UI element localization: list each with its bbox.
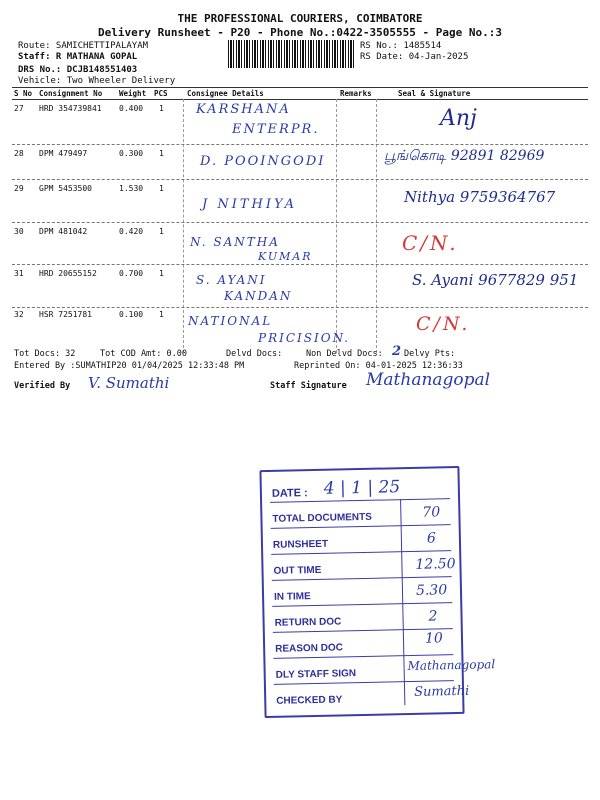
row-signature: Nithya 9759364767 <box>404 188 556 206</box>
verified-by-label: Verified By <box>14 381 71 391</box>
row-weight: 0.100 <box>119 310 144 319</box>
row-consignee: NATIONAL <box>188 314 273 328</box>
stamp-checked-by-label: CHECKED BY <box>276 694 343 707</box>
row-consignment: HRD 354739841 <box>39 104 102 113</box>
row-pcs: 1 <box>159 310 164 319</box>
row-consignment: HSR 7251781 <box>39 310 92 319</box>
row-divider <box>12 307 588 308</box>
col-divider <box>336 99 337 353</box>
rs-date: RS Date: 04-Jan-2025 <box>360 52 469 62</box>
row-pcs: 1 <box>159 149 164 158</box>
stamp-reason-doc-label: REASON DOC <box>275 642 344 655</box>
row-divider <box>12 179 588 180</box>
barcode-image <box>228 40 354 68</box>
stamp-rule <box>272 576 452 581</box>
stamp-rule <box>271 550 451 555</box>
row-consignee: N. SANTHA <box>190 235 280 249</box>
non-delivered-count: 2 <box>392 344 402 359</box>
col-divider <box>183 99 184 353</box>
row-divider <box>12 264 588 265</box>
table-top-rule <box>12 87 588 88</box>
row-consignment: DPM 481042 <box>39 227 88 236</box>
col-seal-signature: Seal & Signature <box>398 89 471 98</box>
row-signature: C/N. <box>402 231 459 255</box>
row-consignee: J NITHIYA <box>202 197 297 212</box>
verified-by-signature: V. Sumathi <box>88 374 170 392</box>
total-docs: Tot Docs: 32 <box>14 349 76 359</box>
row-consignment: GPM 5453500 <box>39 184 92 193</box>
delivery-points: Delvy Pts: <box>404 349 456 359</box>
row-weight: 0.400 <box>119 104 144 113</box>
entered-by: Entered By :SUMATHIP20 01/04/2025 12:33:48 PM <box>14 361 245 371</box>
delivery-stamp <box>259 466 496 718</box>
route-label: Route: SAMICHETTIPALAYAM <box>18 41 149 51</box>
stamp-return-doc-value: 2 <box>428 608 438 625</box>
row-signature: பூங்கொடி 92891 82969 <box>384 148 545 164</box>
stamp-dly-staff-sign-value: Mathanagopal <box>407 657 496 674</box>
row-consignee: ENTERPR. <box>232 122 320 137</box>
col-pcs: PCS <box>154 89 168 98</box>
staff-signature-label: Staff Signature <box>270 381 347 391</box>
row-sno: 32 <box>14 310 24 319</box>
total-cod: Tot COD Amt: 0.00 <box>100 349 187 359</box>
row-weight: 1.530 <box>119 184 144 193</box>
stamp-checked-by-value: Sumathi <box>413 683 470 700</box>
row-consignee: KUMAR <box>258 250 313 263</box>
stamp-out-time-value: 12.50 <box>415 556 456 573</box>
stamp-total-documents-value: 70 <box>422 504 441 521</box>
stamp-out-time-label: OUT TIME <box>273 564 322 577</box>
col-consignment: Consignment No <box>39 89 103 98</box>
delivered-docs: Delvd Docs: <box>226 349 283 359</box>
stamp-date-label: DATE : <box>271 487 308 500</box>
stamp-reason-doc-value: 10 <box>424 630 443 647</box>
row-weight: 0.700 <box>119 269 144 278</box>
row-sno: 27 <box>14 104 24 113</box>
stamp-return-doc-label: RETURN DOC <box>274 616 342 629</box>
row-consignee: PRICISION. <box>258 331 351 345</box>
row-sno: 28 <box>14 149 24 158</box>
row-signature: Anj <box>440 106 477 131</box>
row-divider <box>12 144 588 145</box>
row-consignee: KARSHANA <box>196 102 291 117</box>
rs-number: RS No.: 1485514 <box>360 41 442 51</box>
non-delivered-docs: Non Delvd Docs: <box>306 349 383 359</box>
company-title: THE PROFESSIONAL COURIERS, COIMBATORE <box>177 12 423 25</box>
col-remarks: Remarks <box>340 89 372 98</box>
col-weight: Weight <box>119 89 147 98</box>
row-pcs: 1 <box>159 104 164 113</box>
row-signature: C/N. <box>416 313 471 335</box>
row-pcs: 1 <box>159 184 164 193</box>
stamp-total-documents-label: TOTAL DOCUMENTS <box>272 511 373 525</box>
row-consignment: HRD 20655152 <box>39 269 97 278</box>
row-divider <box>12 222 588 223</box>
row-sno: 29 <box>14 184 24 193</box>
row-consignment: DPM 479497 <box>39 149 88 158</box>
row-weight: 0.420 <box>119 227 144 236</box>
stamp-in-time-label: IN TIME <box>273 591 311 603</box>
row-signature: S. Ayani 9677829 951 <box>412 271 579 289</box>
col-divider <box>376 99 377 353</box>
stamp-dly-staff-sign-label: DLY STAFF SIGN <box>275 668 357 681</box>
stamp-rule <box>271 524 451 529</box>
stamp-in-time-value: 5.30 <box>415 582 448 599</box>
staff-signature: Mathanagopal <box>366 370 491 390</box>
stamp-runsheet-value: 6 <box>426 530 436 547</box>
row-consignee: D. POOINGODI <box>200 154 326 169</box>
staff-label: Staff: R MATHANA GOPAL <box>18 52 138 62</box>
drs-number: DRS No.: DCJB148551403 <box>18 65 138 75</box>
table-header-rule <box>12 99 588 100</box>
stamp-date-value: 4 | 1 | 25 <box>323 477 401 499</box>
row-weight: 0.300 <box>119 149 144 158</box>
reprinted-on: Reprinted On: 04-01-2025 12:36:33 <box>294 361 463 371</box>
vehicle-label: Vehicle: Two Wheeler Delivery <box>18 76 176 86</box>
row-pcs: 1 <box>159 269 164 278</box>
col-consignee: Consignee Details <box>187 89 264 98</box>
row-consignee: KANDAN <box>224 289 293 303</box>
stamp-rule <box>272 602 452 607</box>
row-consignee: S. AYANI <box>196 273 267 287</box>
row-sno: 30 <box>14 227 24 236</box>
row-pcs: 1 <box>159 227 164 236</box>
runsheet-subtitle: Delivery Runsheet - P20 - Phone No.:0422-3505555 - Page No.:3 <box>98 26 502 39</box>
row-sno: 31 <box>14 269 24 278</box>
col-sno: S No <box>14 89 33 98</box>
stamp-runsheet-label: RUNSHEET <box>272 538 329 551</box>
